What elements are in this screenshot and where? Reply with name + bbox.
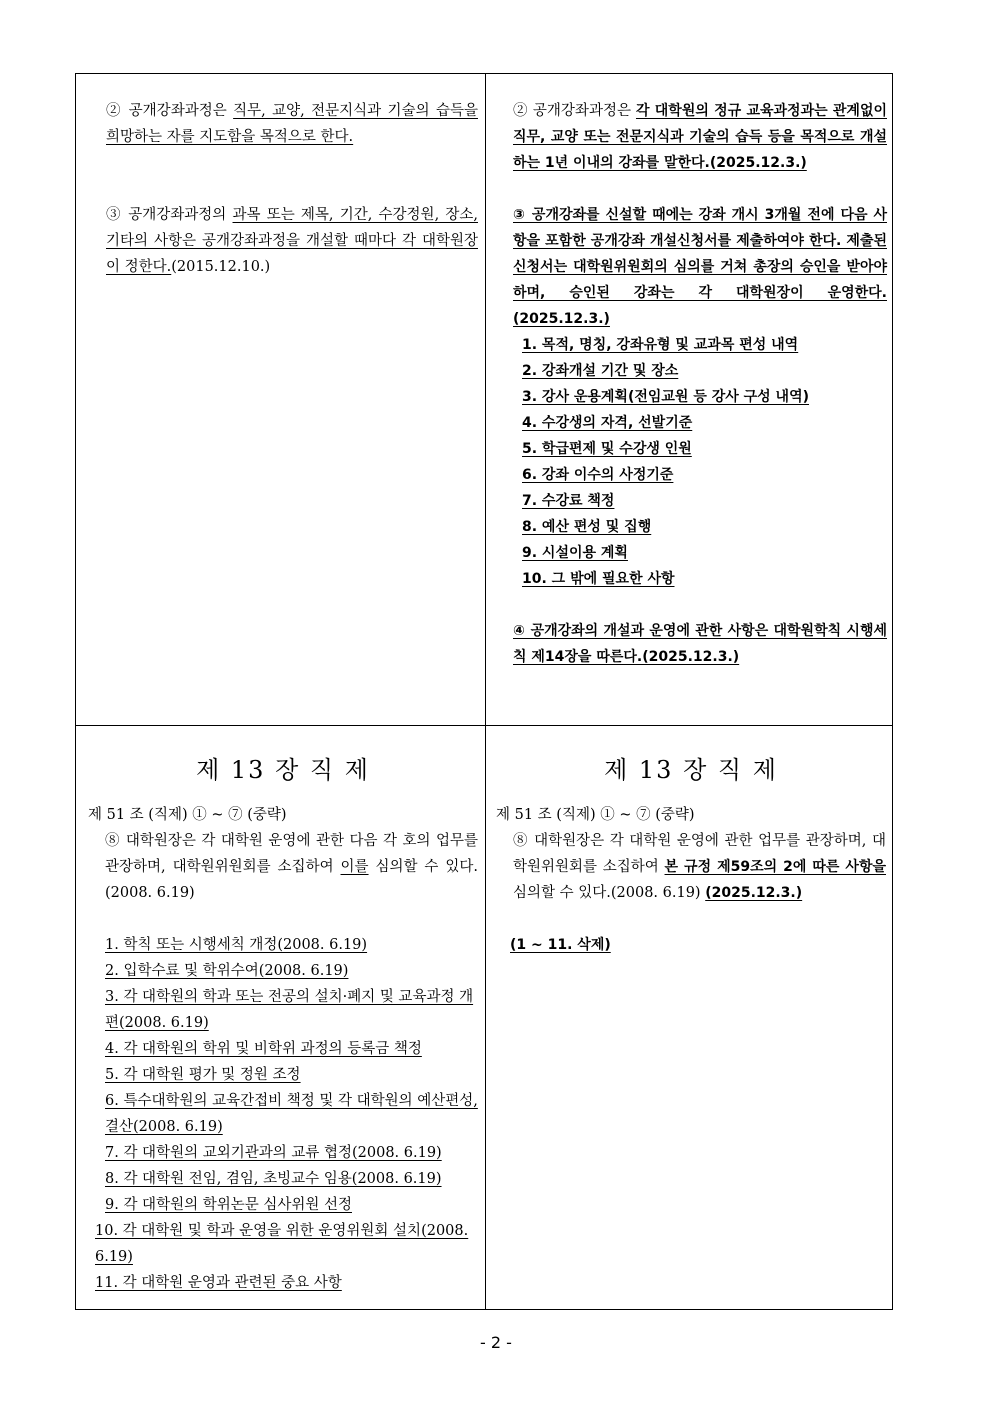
chapter-title: 제 13 장 직 제 xyxy=(196,756,370,784)
paragraph-prefix: ③ 공개강좌과정의 xyxy=(106,207,233,223)
list-item: 7. 수강료 책정 xyxy=(522,493,615,509)
list-item: 6. 강좌 이수의 사정기준 xyxy=(522,467,674,483)
list-item: 9. 시설이용 계획 xyxy=(522,545,628,561)
chapter-title: 제 13 장 직 제 xyxy=(604,756,778,784)
paragraph-text: ⑧ 대학원장은 각 대학원 운영에 관한 다음 각 호의 업무를 관장하며, 대학원위원회를 소집하여 xyxy=(105,833,478,875)
list-item: 5. 학급편제 및 수강생 인원 xyxy=(522,441,692,457)
list-item: 9. 각 대학원의 학위논문 심사위원 선정 xyxy=(105,1197,352,1213)
amendment-date: (2025.12.3.) xyxy=(705,885,803,901)
list-item: 3. 각 대학원의 학과 또는 전공의 설치·폐지 및 교육과정 개편(2008. 6.19) xyxy=(105,989,474,1031)
page-number: - 2 - xyxy=(480,1333,512,1352)
list-item: 5. 각 대학원 평가 및 정원 조정 xyxy=(105,1067,301,1083)
underlined-text: 이를 xyxy=(340,859,369,875)
list-item: 2. 입학수료 및 학위수여(2008. 6.19) xyxy=(105,963,349,979)
list-item: 7. 각 대학원의 교외기관과의 교류 협정(2008. 6.19) xyxy=(105,1145,442,1161)
list-item: 10. 각 대학원 및 학과 운영을 위한 운영위원회 설치(2008. 6.19) xyxy=(95,1223,469,1265)
row-divider xyxy=(76,725,892,726)
list-item: 1. 학칙 또는 시행세칙 개정(2008. 6.19) xyxy=(105,937,368,953)
revised-text: 각 대학원의 정규 교육과정과는 관계없이 직무, 교양 또는 전문지식과 기술의 습득 등을 목적으로 개설하는 1년 이내의 강좌를 말한다.(2025.12.3.) xyxy=(513,103,887,171)
revised-paragraph-8 xyxy=(496,828,886,906)
list-item: 4. 수강생의 자격, 선발기준 xyxy=(522,415,693,431)
application-items-list xyxy=(513,332,887,592)
revised-paragraph-4: ④ 공개강좌의 개설과 운영에 관한 사항은 대학원학칙 시행세칙 제14장을 따른다.(2025.12.3.) xyxy=(513,623,887,665)
list-item: 8. 예산 편성 및 집행 xyxy=(522,519,652,535)
list-item: 6. 특수대학원의 교육간접비 책정 및 각 대학원의 예산편성, 결산(2008. 6.19) xyxy=(105,1093,478,1135)
paragraph-prefix: ② 공개강좌과정은 xyxy=(106,103,234,119)
revised-paragraph-2 xyxy=(513,98,887,176)
current-paragraph-2 xyxy=(106,98,478,150)
revised-paragraph-3: ③ 공개강좌를 신설할 때에는 강좌 개시 3개월 전에 다음 사항을 포함한 공개강좌 개설신청서를 제출하여야 한다. 제출된 신청서는 대학원위원회의 심의를 거쳐 총장의 승인을 받아야 하며, 승인된 강좌는 각 대학원장이 운영한다. (2025.12.3.) xyxy=(513,207,887,327)
list-item: 10. 그 밖에 필요한 사항 xyxy=(522,571,675,587)
current-provision-bottom xyxy=(88,750,478,1296)
column-divider xyxy=(485,74,486,1309)
revised-text: 본 규정 제59조의 2에 따른 사항을 xyxy=(664,859,886,875)
underlined-text: 과목 또는 제목, 기간, 수강정원, 장소, 기타의 사항은 공개강좌과정을 개설할 때마다 각 대학원장이 정한다. xyxy=(106,207,478,275)
list-item: 1. 목적, 명칭, 강좌유형 및 교과목 편성 내역 xyxy=(522,337,799,353)
paragraph-prefix: ② 공개강좌과정은 xyxy=(513,103,636,119)
revised-provision-bottom xyxy=(496,750,886,958)
list-item: 3. 강사 운용계획(전임교원 등 강사 구성 내역) xyxy=(522,389,810,405)
deleted-items-note: (1 ~ 11. 삭제) xyxy=(510,937,611,953)
duties-list xyxy=(88,932,478,1296)
list-item: 8. 각 대학원 전임, 겸임, 초빙교수 임용(2008. 6.19) xyxy=(105,1171,442,1187)
underlined-text: 직무, 교양, 전문지식과 기술의 습득을 희망하는 자를 지도함을 목적으로 한다. xyxy=(106,103,478,145)
paragraph-text: 심의할 수 있다.(2008. 6.19) xyxy=(513,885,706,901)
article-heading: 제 51 조 (직제) ① ~ ⑦ (중략) xyxy=(496,807,695,823)
paragraph-text: 심의할 수 있다.(2008. 6.19) xyxy=(105,859,479,901)
revised-provision-top xyxy=(513,98,887,670)
current-paragraph-8 xyxy=(88,828,478,906)
current-provision-top xyxy=(106,98,478,280)
article-heading: 제 51 조 (직제) ① ~ ⑦ (중략) xyxy=(88,807,287,823)
comparison-table xyxy=(75,73,893,1310)
list-item: 4. 각 대학원의 학위 및 비학위 과정의 등록금 책정 xyxy=(105,1041,422,1057)
paragraph-text: ⑧ 대학원장은 각 대학원 운영에 관한 업무를 관장하며, 대학원위원회를 소집하여 xyxy=(513,833,886,875)
list-item: 2. 강좌개설 기간 및 장소 xyxy=(522,363,679,379)
current-paragraph-3 xyxy=(106,202,478,280)
list-item: 11. 각 대학원 운영과 관련된 중요 사항 xyxy=(95,1275,342,1291)
amendment-date: (2015.12.10.) xyxy=(171,259,271,275)
